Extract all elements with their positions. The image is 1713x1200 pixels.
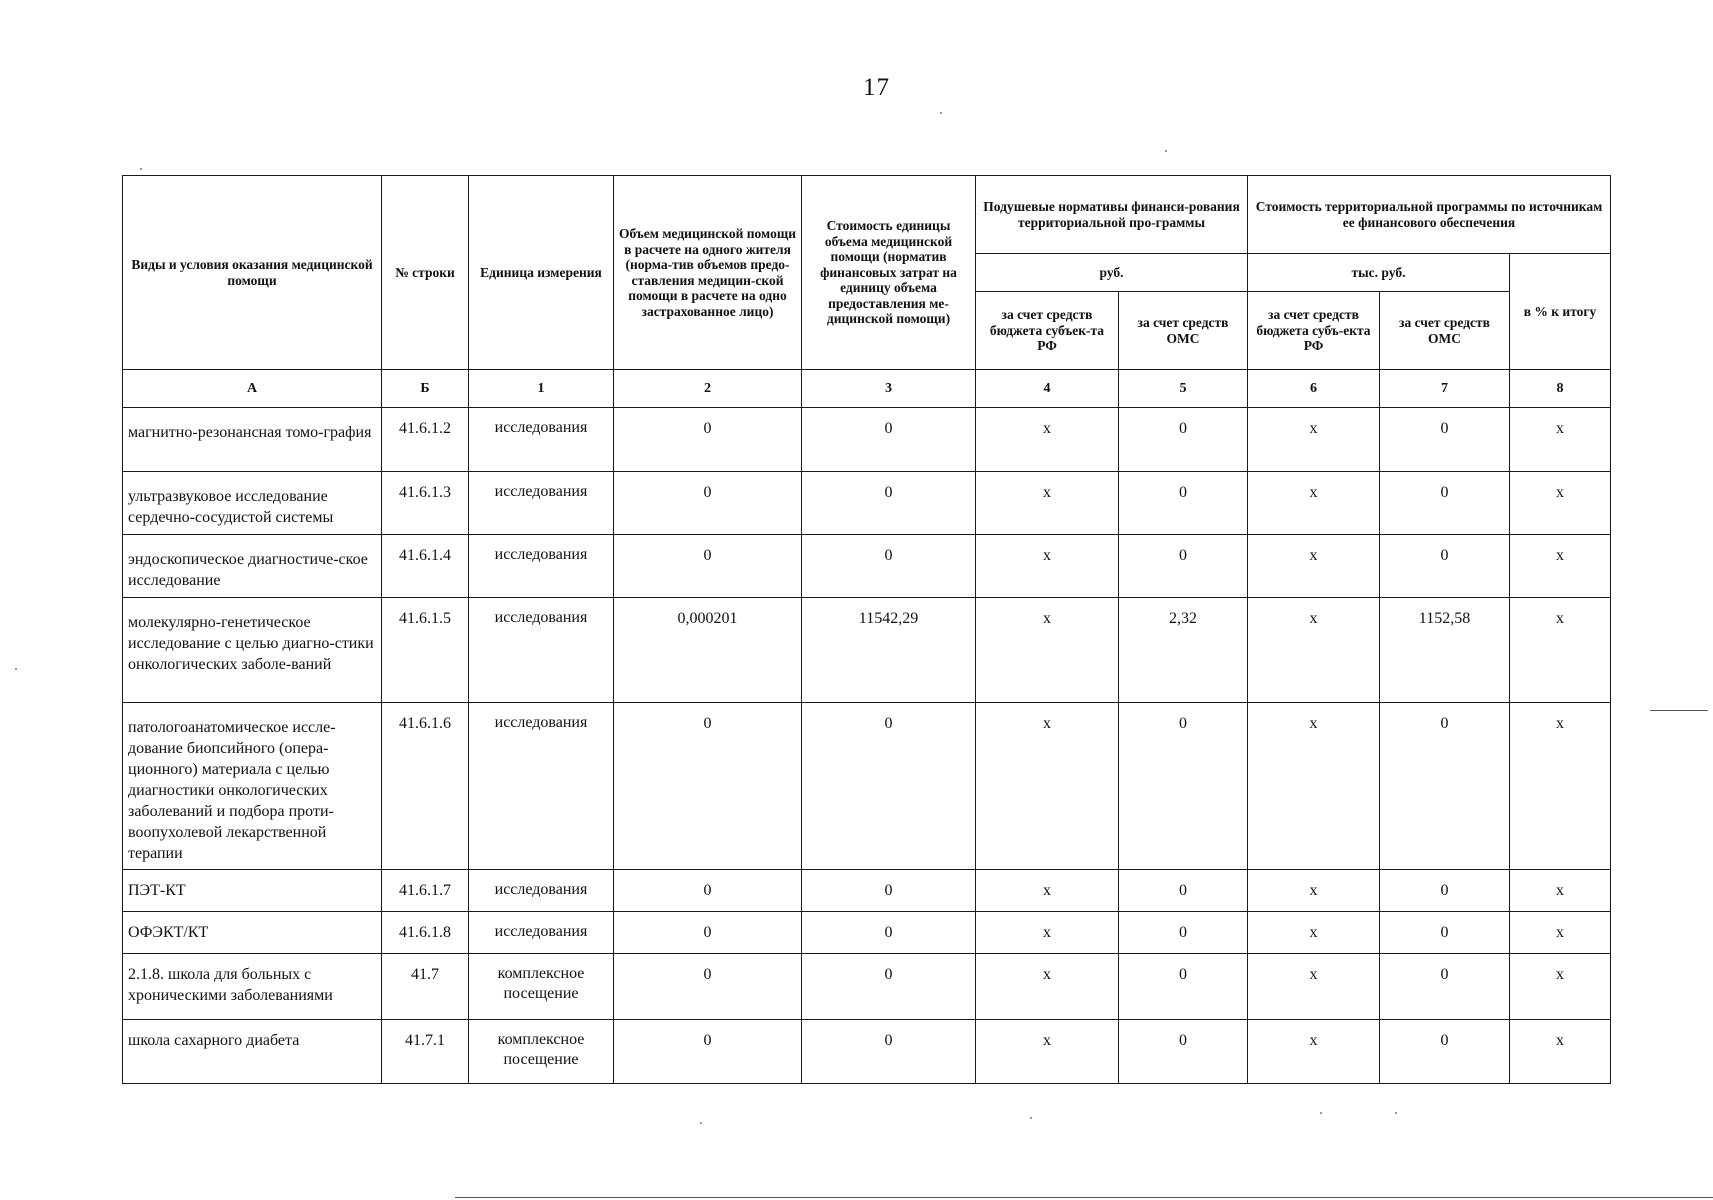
row-percent: х — [1510, 703, 1611, 870]
row-volume: 0 — [614, 870, 802, 912]
row-name: эндоскопическое диагностиче-ское исследование — [123, 535, 382, 598]
row-volume: 0,000201 — [614, 598, 802, 703]
row-oms-per-capita: 2,32 — [1119, 598, 1248, 703]
row-unit: исследования — [469, 472, 614, 535]
code-cell: 4 — [976, 370, 1119, 408]
row-volume: 0 — [614, 535, 802, 598]
row-oms-per-capita: 0 — [1119, 870, 1248, 912]
code-cell: А — [123, 370, 382, 408]
scan-margin-line — [1650, 710, 1708, 711]
table-body — [123, 408, 1611, 1084]
row-volume: 0 — [614, 703, 802, 870]
row-percent: х — [1510, 408, 1611, 472]
row-budget-cost: х — [1248, 954, 1380, 1020]
row-budget-cost: х — [1248, 472, 1380, 535]
row-volume: 0 — [614, 472, 802, 535]
row-unit-cost: 0 — [802, 535, 976, 598]
table-row — [123, 408, 1611, 472]
row-volume: 0 — [614, 954, 802, 1020]
row-unit-cost: 0 — [802, 912, 976, 954]
page-number: 17 — [863, 74, 890, 101]
row-volume: 0 — [614, 408, 802, 472]
row-name: молекулярно-генетическое исследование с целью диагно-стики онкологических заболе-ваний — [123, 598, 382, 703]
row-budget-per-capita: х — [976, 954, 1119, 1020]
row-budget-cost: х — [1248, 598, 1380, 703]
scan-speck — [1165, 150, 1167, 152]
scan-speck — [940, 112, 942, 114]
row-unit: исследования — [469, 408, 614, 472]
row-percent: х — [1510, 870, 1611, 912]
row-unit: комплексное посещение — [469, 954, 614, 1020]
row-budget-cost: х — [1248, 535, 1380, 598]
scan-speck — [1030, 1117, 1032, 1119]
header-col-8: в % к итогу — [1510, 254, 1611, 370]
row-oms-cost: 0 — [1380, 912, 1510, 954]
code-cell: 8 — [1510, 370, 1611, 408]
header-col-6: за счет средств бюджета субъ-екта РФ — [1248, 292, 1380, 370]
row-unit-cost: 0 — [802, 954, 976, 1020]
scan-speck — [140, 168, 142, 170]
code-cell: 5 — [1119, 370, 1248, 408]
row-percent: х — [1510, 535, 1611, 598]
row-oms-per-capita: 0 — [1119, 703, 1248, 870]
row-number: 41.6.1.8 — [382, 912, 469, 954]
row-budget-per-capita: х — [976, 870, 1119, 912]
row-oms-per-capita: 0 — [1119, 1020, 1248, 1084]
scan-speck — [1320, 1112, 1322, 1114]
header-col-1: Единица измерения — [469, 176, 614, 370]
row-name: ПЭТ-КТ — [123, 870, 382, 912]
row-percent: х — [1510, 598, 1611, 703]
row-oms-cost: 0 — [1380, 472, 1510, 535]
row-number: 41.6.1.7 — [382, 870, 469, 912]
table-row — [123, 870, 1611, 912]
table-row — [123, 535, 1611, 598]
scan-speck — [15, 668, 17, 670]
row-number: 41.6.1.3 — [382, 472, 469, 535]
row-oms-cost: 0 — [1380, 703, 1510, 870]
table-row — [123, 954, 1611, 1020]
header-col-4: за счет средств бюджета субъек-та РФ — [976, 292, 1119, 370]
row-name: патологоанатомическое иссле-дование биопсийного (опера-ционного) материала с целью диагностики онкологических заболеваний и подбора проти-воопухолевой лекарственной терапии — [123, 703, 382, 870]
header-group-cost: Стоимость территориальной программы по источникам ее финансового обеспечения — [1248, 176, 1611, 254]
header-col-5: за счет средств ОМС — [1119, 292, 1248, 370]
row-unit-cost: 0 — [802, 1020, 976, 1084]
row-percent: х — [1510, 912, 1611, 954]
row-budget-per-capita: х — [976, 408, 1119, 472]
financing-table — [122, 175, 1611, 1084]
row-percent: х — [1510, 472, 1611, 535]
row-budget-per-capita: х — [976, 703, 1119, 870]
row-unit-cost: 0 — [802, 870, 976, 912]
header-col-b: № строки — [382, 176, 469, 370]
row-oms-per-capita: 0 — [1119, 954, 1248, 1020]
row-oms-per-capita: 0 — [1119, 408, 1248, 472]
code-cell: 1 — [469, 370, 614, 408]
row-oms-cost: 0 — [1380, 1020, 1510, 1084]
scan-speck — [1395, 1112, 1397, 1114]
scan-bottom-line — [455, 1197, 1713, 1198]
row-unit: исследования — [469, 703, 614, 870]
table-row — [123, 1020, 1611, 1084]
header-col-2: Объем медицинской помощи в расчете на одного жителя (норма-тив объемов предо-ставления медицин-ской помощи в расчете на одно застрахованное лицо) — [614, 176, 802, 370]
row-unit-cost: 0 — [802, 408, 976, 472]
row-percent: х — [1510, 1020, 1611, 1084]
header-col-a: Виды и условия оказания медицинской помощи — [123, 176, 382, 370]
row-unit-cost: 11542,29 — [802, 598, 976, 703]
row-unit: исследования — [469, 535, 614, 598]
row-oms-per-capita: 0 — [1119, 912, 1248, 954]
row-name: школа сахарного диабета — [123, 1020, 382, 1084]
row-budget-cost: х — [1248, 408, 1380, 472]
table-row — [123, 472, 1611, 535]
table-row — [123, 912, 1611, 954]
row-unit-cost: 0 — [802, 703, 976, 870]
code-cell: 6 — [1248, 370, 1380, 408]
header-col-3: Стоимость единицы объема медицинской помощи (норматив финансовых затрат на единицу объема предоставления ме-дицинской помощи) — [802, 176, 976, 370]
row-name: ОФЭКТ/КТ — [123, 912, 382, 954]
row-budget-cost: х — [1248, 912, 1380, 954]
header-col-7: за счет средств ОМС — [1380, 292, 1510, 370]
row-unit: исследования — [469, 598, 614, 703]
header-thous-rub: тыс. руб. — [1248, 254, 1510, 292]
row-volume: 0 — [614, 1020, 802, 1084]
table-header — [123, 176, 1611, 408]
column-codes-row — [123, 370, 1611, 408]
row-unit: исследования — [469, 870, 614, 912]
header-rub: руб. — [976, 254, 1248, 292]
row-oms-cost: 0 — [1380, 408, 1510, 472]
row-name: 2.1.8. школа для больных с хроническими заболеваниями — [123, 954, 382, 1020]
row-budget-per-capita: х — [976, 535, 1119, 598]
table-row — [123, 598, 1611, 703]
row-oms-cost: 0 — [1380, 535, 1510, 598]
row-oms-per-capita: 0 — [1119, 535, 1248, 598]
row-oms-cost: 1152,58 — [1380, 598, 1510, 703]
row-number: 41.6.1.2 — [382, 408, 469, 472]
code-cell: 2 — [614, 370, 802, 408]
row-oms-cost: 0 — [1380, 870, 1510, 912]
row-volume: 0 — [614, 912, 802, 954]
row-number: 41.6.1.6 — [382, 703, 469, 870]
row-oms-cost: 0 — [1380, 954, 1510, 1020]
row-number: 41.7 — [382, 954, 469, 1020]
row-budget-per-capita: х — [976, 598, 1119, 703]
row-number: 41.6.1.5 — [382, 598, 469, 703]
row-unit: комплексное посещение — [469, 1020, 614, 1084]
code-cell: Б — [382, 370, 469, 408]
header-group-per-capita: Подушевые нормативы финанси-рования территориальной про-граммы — [976, 176, 1248, 254]
scan-speck — [700, 1122, 702, 1124]
row-name: ультразвуковое исследование сердечно-сосудистой системы — [123, 472, 382, 535]
row-name: магнитно-резонансная томо-графия — [123, 408, 382, 472]
row-budget-cost: х — [1248, 870, 1380, 912]
code-cell: 3 — [802, 370, 976, 408]
row-budget-cost: х — [1248, 1020, 1380, 1084]
row-oms-per-capita: 0 — [1119, 472, 1248, 535]
row-number: 41.6.1.4 — [382, 535, 469, 598]
row-budget-per-capita: х — [976, 1020, 1119, 1084]
row-unit: исследования — [469, 912, 614, 954]
row-percent: х — [1510, 954, 1611, 1020]
row-budget-cost: х — [1248, 703, 1380, 870]
row-number: 41.7.1 — [382, 1020, 469, 1084]
row-budget-per-capita: х — [976, 472, 1119, 535]
table-row — [123, 703, 1611, 870]
code-cell: 7 — [1380, 370, 1510, 408]
row-budget-per-capita: х — [976, 912, 1119, 954]
row-unit-cost: 0 — [802, 472, 976, 535]
